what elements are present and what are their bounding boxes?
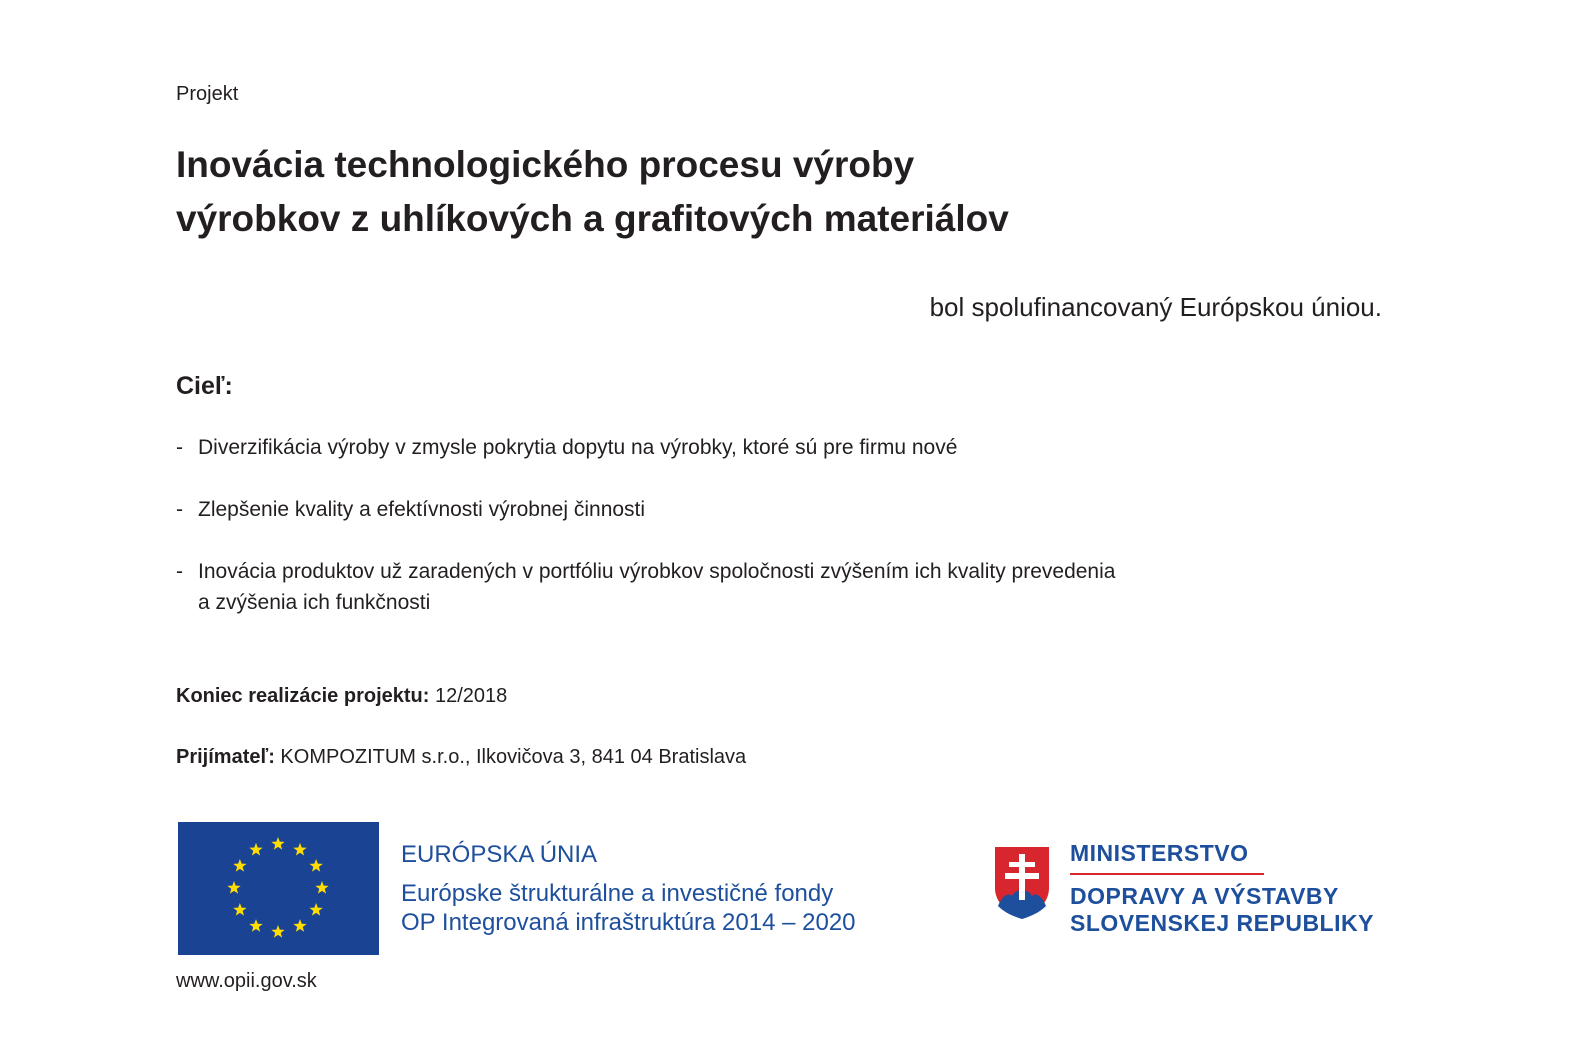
recipient-value: KOMPOZITUM s.r.o., Ilkovičova 3, 841 04 Bratislava: [280, 746, 747, 768]
project-title: [176, 138, 1009, 246]
goals-heading: Cieľ:: [176, 372, 233, 400]
slovak-coat-of-arms-icon: [990, 842, 1054, 924]
goal-text: Zlepšenie kvality a efektívnosti výrobnej činnosti: [198, 498, 646, 521]
goal-text: Diverzifikácia výroby v zmysle pokrytia dopytu na výrobky, ktoré sú pre firmu nové: [198, 436, 958, 459]
eu-star-icon: [271, 837, 284, 850]
recipient-row: [176, 744, 746, 770]
project-end-row: [176, 683, 507, 709]
ministry-line-2: DOPRAVY A VÝSTAVBY: [1070, 883, 1339, 909]
eu-funds-line: Európske štrukturálne a investičné fondy: [401, 880, 834, 907]
eu-star-icon: [227, 881, 240, 894]
ministry-line-1: MINISTERSTVO: [1070, 840, 1264, 875]
eu-star-icon: [233, 859, 246, 872]
eu-star-icon: [271, 925, 284, 938]
eu-star-icon: [293, 919, 306, 932]
eu-star-icon: [293, 843, 306, 856]
ministry-line-3: SLOVENSKEJ REPUBLIKY: [1070, 910, 1374, 936]
project-title-line-2: výrobkov z uhlíkových a grafitových materiálov: [176, 198, 1009, 239]
goals-list: [176, 432, 1296, 649]
ministry-block: [1070, 840, 1374, 937]
eu-funding-block: [401, 840, 856, 937]
goal-item: [176, 494, 1296, 525]
project-eyebrow: Projekt: [176, 83, 239, 105]
goal-text-continuation: a zvýšenia ich funkčnosti: [198, 591, 431, 614]
eu-programme-line: OP Integrovaná infraštruktúra 2014 – 2020: [401, 909, 856, 936]
eu-star-icon: [315, 881, 328, 894]
eu-star-icon: [309, 859, 322, 872]
goal-item: [176, 432, 1296, 463]
goal-bullet-dash: -: [176, 560, 183, 583]
project-title-line-1: Inovácia technologického procesu výroby: [176, 144, 915, 185]
website-link[interactable]: www.opii.gov.sk: [176, 970, 317, 992]
goal-text: Inovácia produktov už zaradených v portfóliu výrobkov spoločnosti zvýšením ich kvality prevedenia: [198, 560, 1116, 583]
eu-star-icon: [309, 903, 322, 916]
eu-star-icon: [249, 843, 262, 856]
project-end-label: Koniec realizácie projektu:: [176, 685, 430, 707]
goal-bullet-dash: -: [176, 436, 183, 459]
project-end-value: 12/2018: [434, 685, 508, 707]
eu-flag-icon: [178, 822, 379, 955]
eu-star-icon: [249, 919, 262, 932]
recipient-label: Prijímateľ:: [176, 746, 275, 768]
eu-star-icon: [233, 903, 246, 916]
goal-bullet-dash: -: [176, 498, 183, 521]
goal-item: [176, 556, 1296, 618]
funding-statement: bol spolufinancovaný Európskou úniou.: [929, 292, 1382, 322]
eu-name: EURÓPSKA ÚNIA: [401, 841, 598, 868]
eu-stars-circle: [178, 822, 379, 955]
